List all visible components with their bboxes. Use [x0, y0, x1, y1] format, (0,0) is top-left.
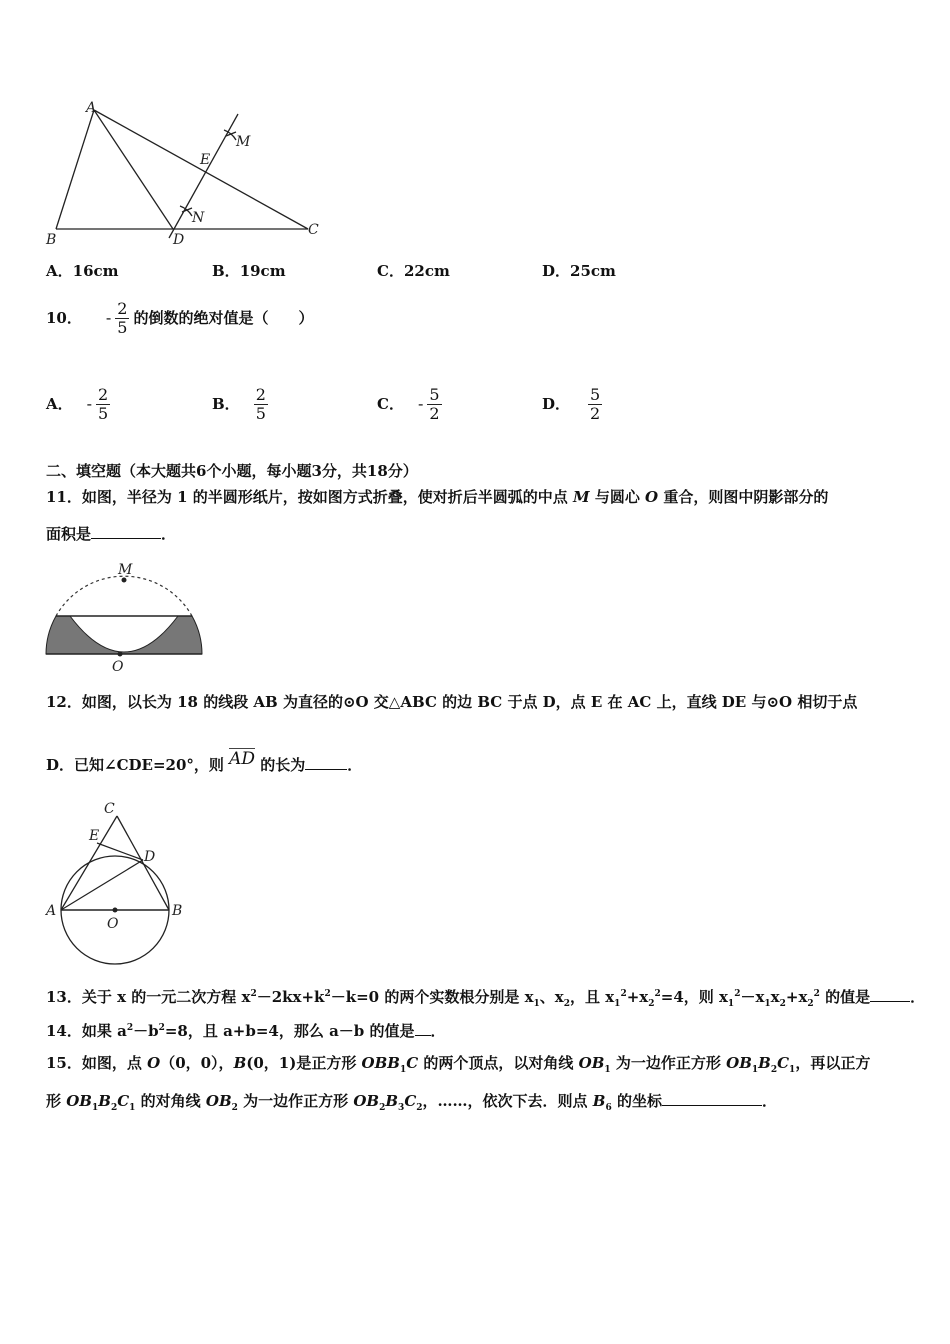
q9-triangle-figure	[40, 98, 340, 253]
segment-ab	[56, 110, 94, 229]
q15-line-1: 15．如图，点 O（0，0），B(0，1)是正方形 $OBB_1C$ 的两个顶点，以对角线 $OB_1$ 为一边作正方形 $OB_1B_2C_1$，再以正方	[46, 1054, 871, 1075]
label-c: C	[308, 222, 319, 238]
q10-option-d[interactable]: D． $\frac{5}{2}$	[542, 384, 601, 423]
q10-option-c[interactable]: C． - $\frac{5}{2}$	[377, 384, 440, 423]
label-d: D	[144, 849, 156, 865]
q11-line-1: 11．如图，半径为 1 的半圆形纸片，按如图方式折叠，使对折后半圆弧的中点 M 与圆心 O 重合，则图中阴影部分的	[46, 488, 829, 506]
label-m: M	[236, 134, 251, 150]
label-n: N	[192, 210, 205, 226]
label-d: D	[173, 232, 185, 248]
label-c: C	[104, 801, 115, 817]
q9-option-a[interactable]: A．16cm	[46, 262, 119, 280]
point-o	[113, 908, 118, 913]
shaded-region	[46, 616, 202, 654]
q15-line-2: 形 $OB_1B_2C_1$ 的对角线 $OB_2$ 为一边作正方形 $OB_2B_3C_2$，……，依次下去．则点 $B_6$ 的坐标 ．	[46, 1092, 777, 1113]
q13-text: 13．关于 x 的一元二次方程 $x^2-2kx+k^2-k=0$ 的两个实数根分别是 $x_1$、$x_2$，且 $x_1^2+x_2^2=4$，则 $x_1^2-x_1x_2+x_2^2$ 的值是 ．	[46, 988, 926, 1009]
q15-answer-blank[interactable]	[662, 1091, 762, 1106]
q11-semicircle-figure	[40, 560, 210, 675]
q12-circle-figure	[40, 798, 200, 973]
q14-answer-blank[interactable]	[415, 1021, 431, 1036]
q10-fraction: $\frac{2}{5}$	[117, 298, 128, 337]
q10-option-a[interactable]: A． - $\frac{2}{5}$	[46, 384, 109, 423]
q13-answer-blank[interactable]	[870, 987, 910, 1002]
label-e: E	[89, 828, 100, 844]
section-2-heading: 二、填空题（本大题共6个小题，每小题3分，共18分）	[46, 462, 418, 480]
q12-line-1: 12．如图，以长为 18 的线段 AB 为直径的⊙O 交△ABC 的边 BC 于点 D，点 E 在 AC 上，直线 DE 与⊙O 相切于点	[46, 693, 858, 711]
q10-stem: 10． - $\frac{2}{5}$ 的倒数的绝对值是（ ）	[46, 298, 314, 337]
segment-ad	[94, 110, 173, 229]
q11-answer-blank[interactable]	[91, 524, 161, 539]
label-o: O	[107, 916, 119, 932]
label-m: M	[118, 562, 133, 578]
q9-option-c[interactable]: C．22cm	[377, 262, 450, 280]
label-b: B	[172, 903, 183, 919]
cross-mark-n	[182, 208, 192, 212]
segment-bc	[117, 816, 169, 910]
arc-ad: AD	[229, 749, 256, 769]
label-a: A	[86, 100, 97, 116]
q12-answer-blank[interactable]	[305, 755, 347, 770]
q12-line-2: D．已知∠CDE=20°，则 AD 的长为 ．	[46, 749, 363, 774]
q9-option-d[interactable]: D．25cm	[542, 262, 616, 280]
segment-ad	[61, 860, 143, 910]
label-o: O	[112, 659, 124, 675]
q11-line-2: 面积是 ．	[46, 525, 177, 543]
label-e: E	[200, 152, 211, 168]
q9-option-b[interactable]: B．19cm	[212, 262, 286, 280]
point-o	[118, 652, 123, 657]
q10-option-b[interactable]: B． $\frac{2}{5}$	[212, 384, 266, 423]
label-b: B	[46, 232, 57, 248]
point-m	[122, 578, 127, 583]
label-a: A	[46, 903, 57, 919]
q14-text: 14．如果 $a^2-b^2=8$，且 a+b=4，那么 a－b 的值是 ．	[46, 1022, 446, 1040]
